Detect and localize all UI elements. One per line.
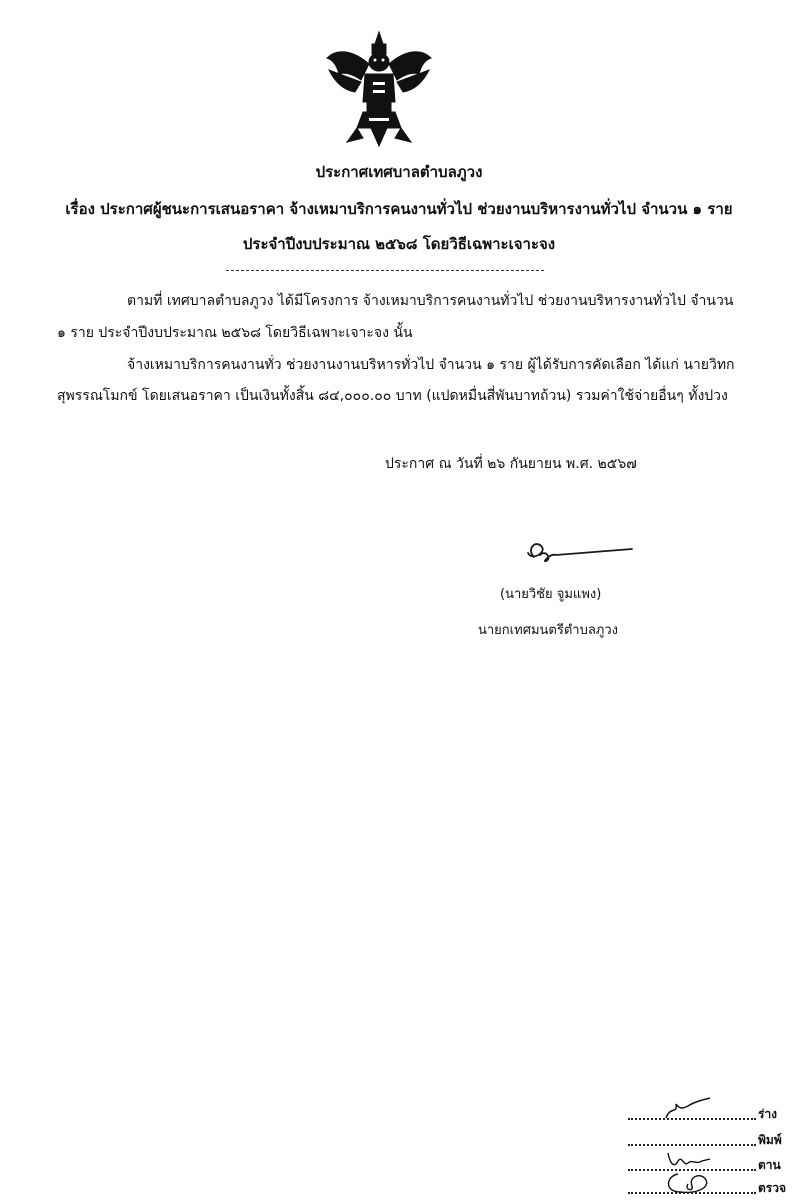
initial-dotted-line xyxy=(628,1144,756,1146)
initial-dotted-line xyxy=(628,1118,756,1120)
initial-label: ร่าง xyxy=(758,1107,778,1121)
initial-row-review xyxy=(628,1176,798,1198)
announcement-date: ประกาศ ณ วันที่ ๒๖ กันยายน พ.ศ. ๒๕๖๗ xyxy=(385,456,637,472)
initial-dotted-line xyxy=(628,1192,756,1194)
document-subject: เรื่อง ประกาศผู้ชนะการเสนอราคา จ้างเหมาบริการคนงานทั่วไป ช่วยงานบริหารงานทั่วไป จำนวน ๑ ราย xyxy=(65,200,733,218)
heading-divider xyxy=(226,270,544,271)
initial-row-draft xyxy=(628,1102,798,1124)
signatory-name: (นายวิชัย จูมแพง) xyxy=(500,587,602,602)
garuda-emblem xyxy=(323,30,435,148)
initial-label: ตรวจ xyxy=(758,1181,787,1195)
initial-label: ตาน xyxy=(758,1158,781,1172)
paragraph-2-line-2: สุพรรณโมกข์ โดยเสนอราคา เป็นเงินทั้งสิ้น ๘๔,๐๐๐.๐๐ บาท (แปดหมื่นสี่พันบาทถ้วน) รวมค่าใช้จ่ายอื่นๆ ทั้งปวง xyxy=(57,388,728,404)
document-heading: ประกาศเทศบาลตำบลภูวง xyxy=(315,163,483,181)
document-subject-continued: ประจำปีงบประมาณ ๒๕๖๘ โดยวิธีเฉพาะเจาะจง xyxy=(242,235,556,253)
initial-label: พิมพ์ xyxy=(758,1133,782,1147)
paragraph-1-line-2: ๑ ราย ประจำปีงบประมาณ ๒๕๖๘ โดยวิธีเฉพาะเจาะจง นั้น xyxy=(57,325,413,341)
paragraph-2-line-1: จ้างเหมาบริการคนงานทั่ว ช่วยงานงานบริหารทั่วไป จำนวน ๑ ราย ผู้ได้รับการคัดเลือก ได้แก่ นายวิทก xyxy=(127,357,735,373)
signature-mark xyxy=(520,535,640,575)
signatory-position: นายกเทศมนตรีตำบลภูวง xyxy=(478,623,618,638)
paragraph-1-line-1: ตามที่ เทศบาลตำบลภูวง ได้มีโครงการ จ้างเหมาบริการคนงานทั่วไป ช่วยงานบริหารงานทั่วไป จำนวน xyxy=(127,293,734,309)
